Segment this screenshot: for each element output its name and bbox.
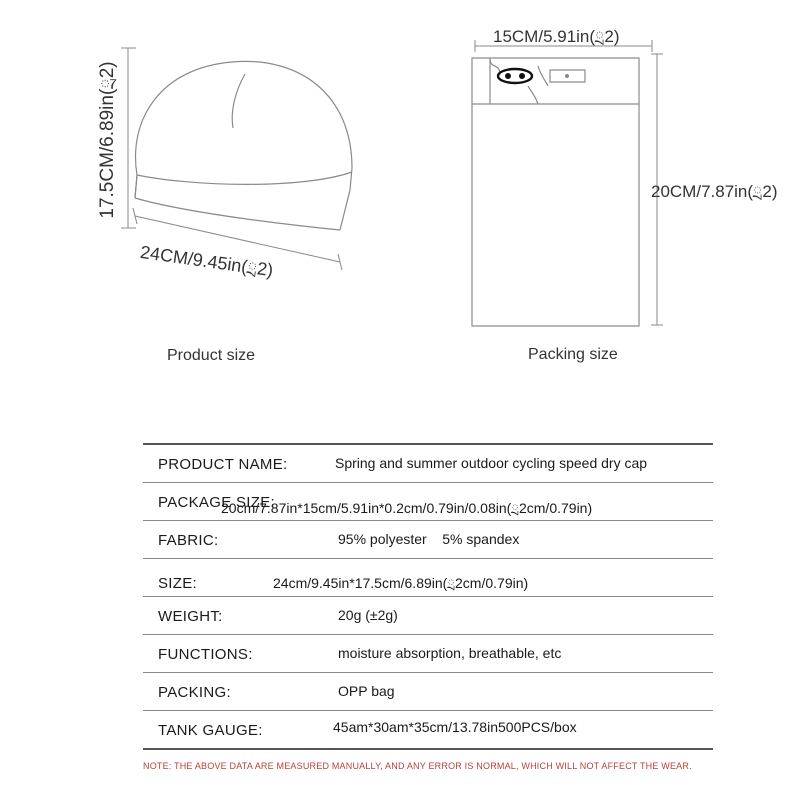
spec-row-weight [143, 597, 713, 635]
spec-value: 24cm/9.45in*17.5cm/6.89in(ྲ2cm/0.79in) [273, 575, 529, 591]
spec-label: SIZE: [158, 575, 198, 592]
cap-illustration [135, 61, 352, 230]
spec-row-fabric [143, 521, 713, 559]
spec-value: 20g (±2g) [338, 607, 398, 623]
spec-label: FABRIC: [158, 532, 219, 549]
spec-row-tank-gauge [143, 711, 713, 750]
spec-row-packing [143, 673, 713, 711]
spec-table [143, 443, 713, 750]
packing-width-label: 15CM/5.91in(ྲ2) [493, 27, 620, 46]
product-size-caption: Product size [167, 347, 256, 364]
spec-label: FUNCTIONS: [158, 646, 253, 663]
spec-value: 45am*30am*35cm/13.78in500PCS/box [333, 719, 577, 735]
spec-row-package-size [143, 483, 713, 521]
spec-label: PRODUCT NAME: [158, 456, 288, 473]
spec-label: WEIGHT: [158, 608, 223, 625]
cap-height-label: 17.5CM/6.89in(ྲ2) [97, 61, 118, 219]
packing-bag-illustration [472, 58, 639, 326]
spec-value: OPP bag [338, 683, 395, 699]
spec-row-size [143, 559, 713, 597]
measurement-note: NOTE: THE ABOVE DATA ARE MEASURED MANUALLY, AND ANY ERROR IS NORMAL, WHICH WILL NOT AFFECT THE WEAR. [143, 761, 692, 771]
packing-height-label: 20CM/7.87in(ྲ2) [651, 182, 778, 201]
spec-label: TANK GAUGE: [158, 722, 263, 739]
spec-row-product-name [143, 445, 713, 483]
spec-label: PACKAGE SIZE: [158, 494, 275, 511]
cap-width-label: 24CM/9.45in(ྲ2) [138, 241, 275, 281]
packing-size-caption: Packing size [528, 346, 618, 363]
spec-label: PACKING: [158, 684, 231, 701]
spec-row-functions [143, 635, 713, 673]
spec-value: 95% polyester 5% spandex [338, 531, 520, 547]
spec-value: Spring and summer outdoor cycling speed dry cap [335, 455, 648, 471]
spec-value: moisture absorption, breathable, etc [338, 645, 562, 661]
spec-value: 20cm/7.87in*15cm/5.91in*0.2cm/0.79in/0.08in(ྲ2cm/0.79in) [221, 500, 593, 516]
